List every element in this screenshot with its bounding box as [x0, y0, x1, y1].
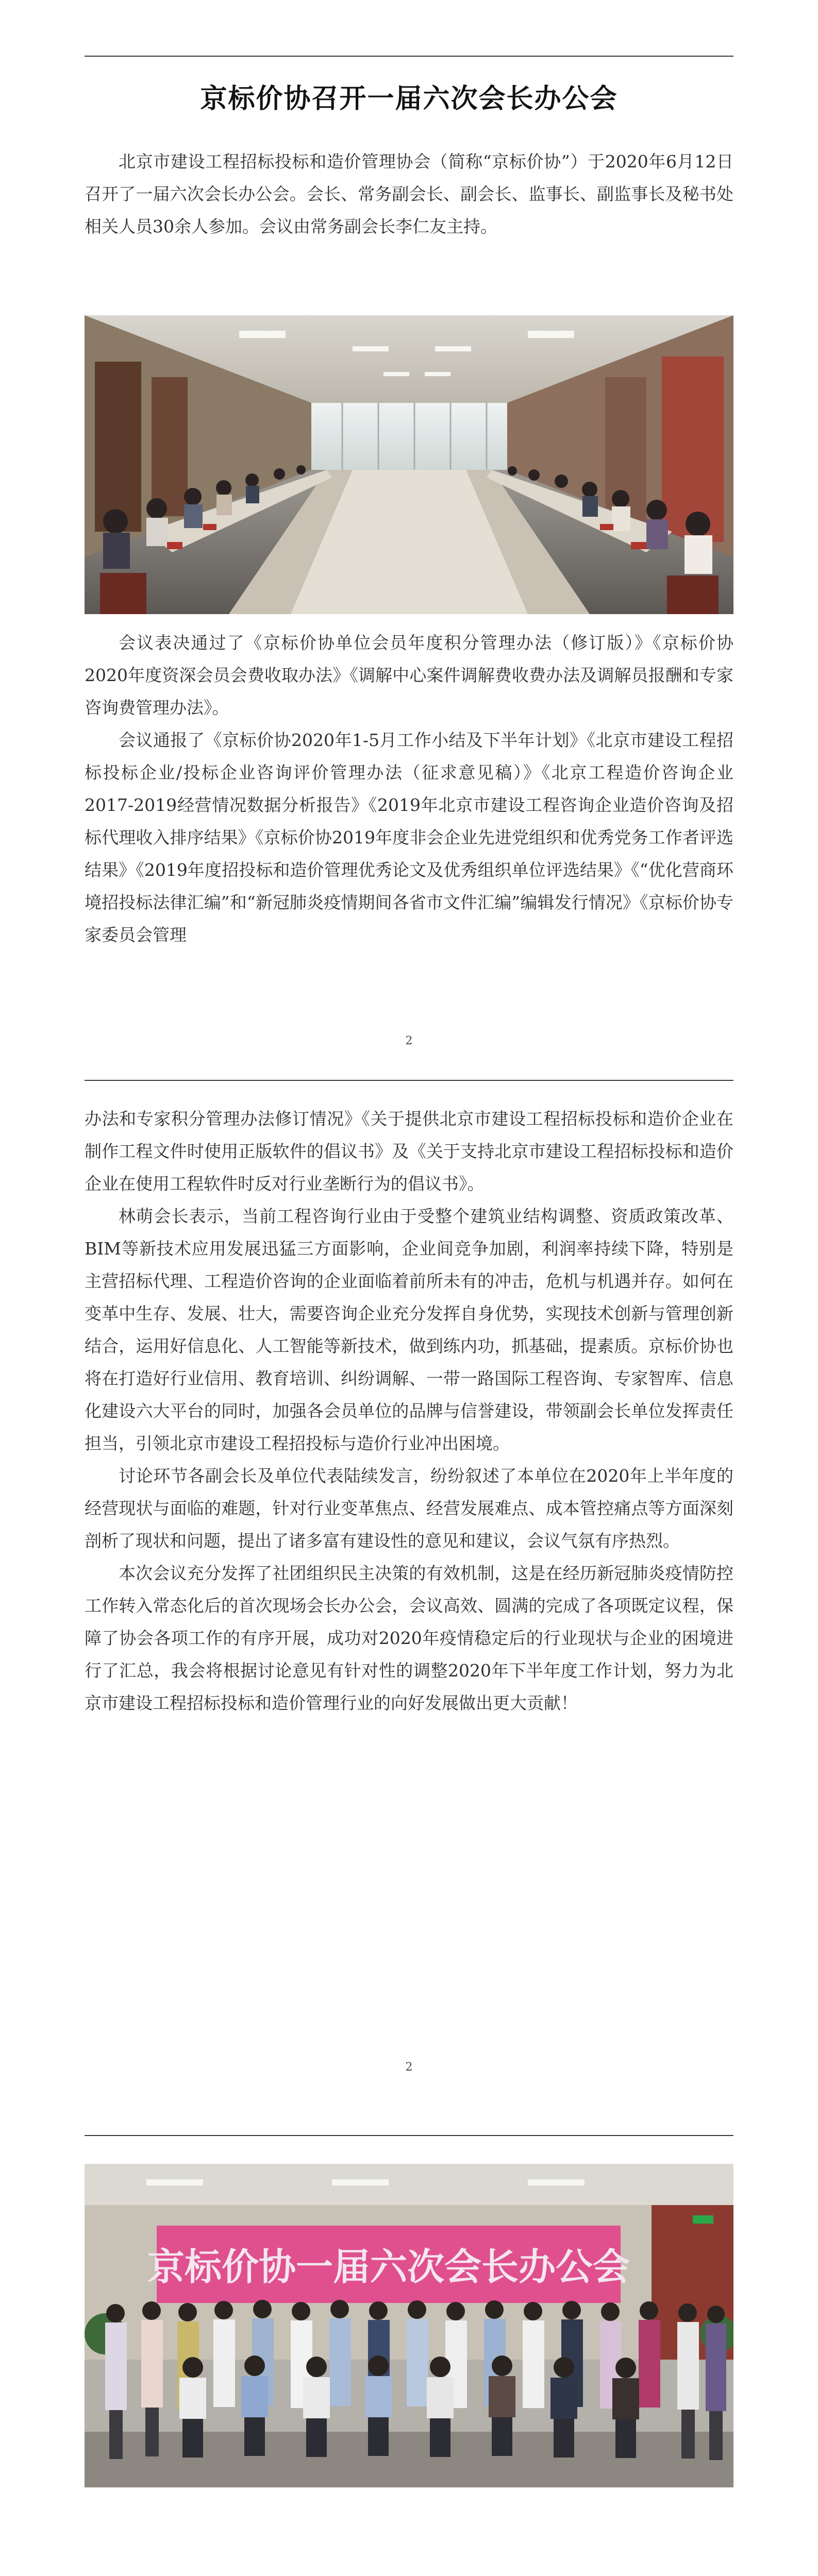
page-title: 京标价协召开一届六次会长办公会: [200, 83, 618, 114]
paragraph-chairman-remarks: 林萌会长表示，当前工程咨询行业由于受整个建筑业结构调整、资质政策改革、BIM等新技术应用发展迅猛三方面影响，企业间竞争加剧，利润率持续下降，特别是主营招标代理、工程造价咨询的企业面临着前所未有的冲击，危机与机遇并存。如何在变革中生存、发展、壮大，需要咨询企业充分发挥自身优势，实现技术创新与管理创新结合，运用好信息化、人工智能等新技术，做到练内功，抓基础，提素质。京标价协也将在打造好行业信用、教育培训、纠纷调解、一带一路国际工程咨询、专家智库、信息化建设六大平台的同时，加强各会员单位的品牌与信誉建设，带领副会长单位发挥责任担当，引领北京市建设工程招投标与造价行业冲出困境。: [85, 1206, 733, 1453]
paragraph-continued: 办法和专家积分管理办法修订情况》《关于提供北京市建设工程招标投标和造价企业在制作工程文件时使用正版软件的倡议书》及《关于支持北京市建设工程招标投标和造价企业在使用工程软件时反对行业垄断行为的倡议书》。: [85, 1109, 733, 1194]
top-rule: [85, 1080, 733, 1081]
paragraph-reports: 会议通报了《京标价协2020年1-5月工作小结及下半年计划》《北京市建设工程招标投标企业/投标企业咨询评价管理办法（征求意见稿）》《北京工程造价咨询企业2017-2019经营情况数据分析报告》《2019年北京市建设工程咨询企业造价咨询及招标代理收入排序结果》《京标价协2019年度非会企业先进党组织和优秀党务工作者评选结果》《2019年度招投标和造价管理优秀论文及优秀组织单位评选结果》《“优化营商环境招投标法律汇编”和“新冠肺炎疫情期间各省市文件汇编”编辑发行情况》《京标价协专家委员会管理: [85, 730, 733, 945]
body-text-page2: [85, 1103, 733, 1719]
page-2: [0, 1051, 818, 2102]
group-photo: [85, 2164, 733, 2487]
body-text-page1: [85, 626, 733, 951]
page-number: 2: [405, 1035, 413, 1047]
meeting-room-photo: [85, 315, 733, 614]
paragraph-discussion: 讨论环节各副会长及单位代表陆续发言，纷纷叙述了本单位在2020年上半年度的经营现状与面临的难题，针对行业变革焦点、经营发展难点、成本管控痛点等方面深刻剖析了现状和问题，提出了诸多富有建设性的意见和建议，会议气氛有序热烈。: [85, 1466, 733, 1551]
paragraph-resolutions: 会议表决通过了《京标价协单位会员年度积分管理办法（修订版）》《京标价协2020年度资深会员会费收取办法》《调解中心案件调解费收费办法及调解员报酬和专家咨询费管理办法》。: [85, 633, 733, 718]
intro-text: [85, 145, 733, 243]
page-1: [0, 0, 818, 1051]
paragraph-conclusion: 本次会议充分发挥了社团组织民主决策的有效机制，这是在经历新冠肺炎疫情防控工作转入常态化后的首次现场会长办公会，会议高效、圆满的完成了各项既定议程，保障了协会各项工作的有序开展，成功对2020年疫情稳定后的行业现状与企业的困境进行了汇总，我会将根据讨论意见有针对性的调整2020年下半年度工作计划，努力为北京市建设工程招标投标和造价管理行业的向好发展做出更大贡献！: [85, 1563, 733, 1713]
top-rule: [85, 56, 733, 57]
page-number: 2: [405, 2061, 413, 2074]
top-rule: [85, 2135, 733, 2136]
page-3: [0, 2102, 818, 2576]
paragraph-intro: 北京市建设工程招标投标和造价管理协会（简称“京标价协”）于2020年6月12日召开了一届六次会长办公会。会长、常务副会长、副会长、监事长、副监事长及秘书处相关人员30余人参加。会议由常务副会长李仁友主持。: [85, 151, 733, 236]
banner-text: 京标价协一届六次会长办公会: [147, 2245, 630, 2289]
